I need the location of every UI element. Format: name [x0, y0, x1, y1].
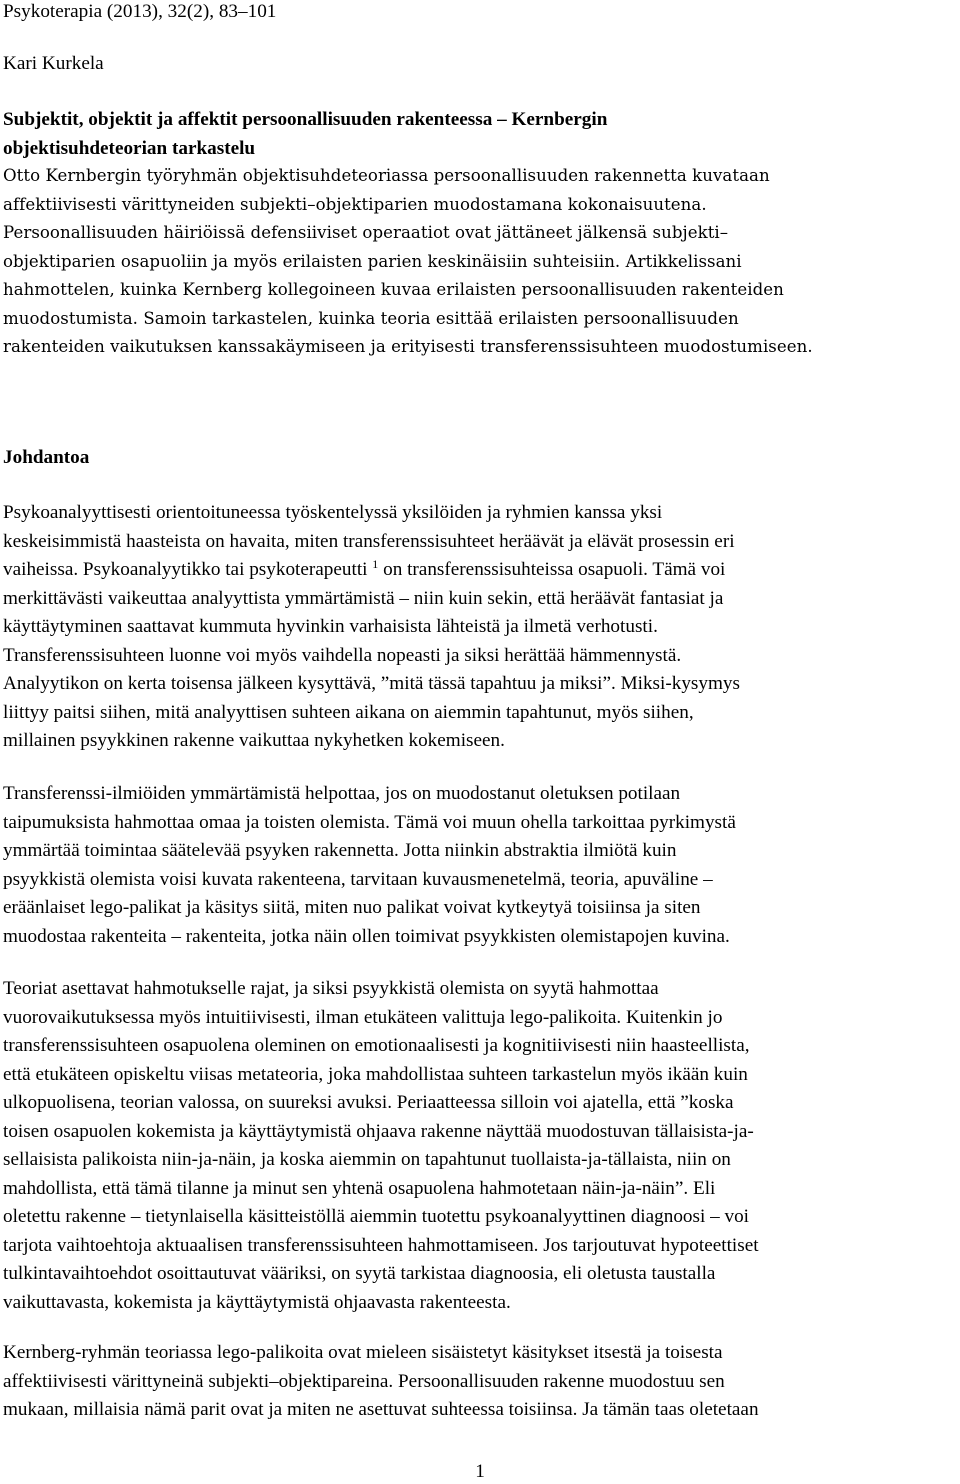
paragraph-3: [3, 975, 759, 1317]
paragraph-line: sellaisista palikoista niin-ja-näin, ja koska aiemmin on tapahtunut tuollaista-ja-tällaista, niin on: [3, 1149, 731, 1170]
paragraph-line: Transferenssi-ilmiöiden ymmärtämistä helpottaa, jos on muodostanut oletuksen potilaan: [3, 783, 681, 804]
paragraph-line: muodostaa rakenteita – rakenteita, jotka näin ollen toimivat psyykkisten olemistapojen kuvina.: [3, 925, 730, 947]
paragraph-line: Psykoanalyyttisesti orientoituneessa työskentelyssä yksilöiden ja ryhmien kanssa yksi: [3, 502, 663, 523]
paragraph-line: Teoriat asettavat hahmotukselle rajat, ja siksi psyykkistä olemista on syytä hahmottaa: [3, 978, 659, 999]
paragraph-line: oletettu rakenne – tietynlaisella käsitteistöllä aiemmin tuotettu psykoanalyyttinen diagnoosi – voi: [3, 1206, 750, 1227]
title-line: Subjektit, objektit ja affektit persoonallisuuden rakenteessa – Kernbergin: [3, 109, 608, 130]
paragraph-line: keskeisimmistä haasteista on havaita, miten transferenssisuhteet heräävät ja elävät prosessin eri: [3, 530, 735, 552]
paragraph-line: taipumuksista hahmottaa omaa ja toisten olemista. Tämä voi muun ohella tarkoittaa pyrkimystä: [3, 811, 736, 833]
paragraph-line: tulkintavaihtoehdot osoittautuvat vääriksi, on syytä tarkistaa diagnoosia, eli oletusta taustalla: [3, 1263, 716, 1284]
title-line: objektisuhdeteorian tarkastelu: [3, 137, 256, 159]
paragraph-line: millainen psyykkinen rakenne vaikuttaa nykyhetken kokemiseen.: [3, 730, 505, 751]
abstract-line: Otto Kernbergin työryhmän objektisuhdeteoriassa persoonallisuuden rakennetta kuvataan: [3, 166, 770, 185]
paragraph-line: psyykkistä olemista voisi kuvata rakenteena, tarvitaan kuvausmenetelmä, teoria, apuväline –: [3, 868, 713, 890]
text-segment: on transferenssisuhteissa osapuoli. Tämä voi: [378, 559, 726, 580]
article-title: [3, 106, 607, 163]
abstract-line: affektiivisesti värittyneiden subjekti–objektiparien muodostamana kokonaisuutena.: [3, 194, 707, 214]
paragraph-4: [3, 1339, 759, 1425]
paragraph-line: ulkopuolisena, teorian valossa, on suureksi avuksi. Periaatteessa silloin voi ajatella, että ”koska: [3, 1092, 734, 1113]
abstract: [3, 162, 813, 362]
paragraph-line: toisen osapuolen kokemista ja käyttäytymistä ohjaava rakenne näyttää muodostuvan tällaisista-ja-: [3, 1120, 754, 1142]
paragraph-line: affektiivisesti värittyneinä subjekti–objektipareina. Persoonallisuuden rakenne muodostuu sen: [3, 1370, 725, 1392]
abstract-line: hahmottelen, kuinka Kernberg kollegoineen kuvaa erilaisten persoonallisuuden rakenteiden: [3, 280, 784, 299]
author-name: Kari Kurkela: [3, 53, 104, 74]
abstract-line: rakenteiden vaikutuksen kanssakäymiseen ja erityisesti transferenssisuhteen muodostumiseen.: [3, 337, 813, 356]
paragraph-line: Transferenssisuhteen luonne voi myös vaihdella nopeasti ja siksi herättää hämmennystä.: [3, 644, 682, 666]
paragraph-2: [3, 780, 736, 951]
abstract-line: objektiparien osapuoliin ja myös erilaisten parien keskinäisiin suhteisiin. Artikkelissani: [3, 251, 742, 271]
page-number: 1: [475, 1461, 485, 1482]
paragraph-line: tarjota vaihtoehtoja aktuaalisen transferenssisuhteen hahmottamiseen. Jos tarjoutuvat hypoteettiset: [3, 1234, 759, 1256]
paragraph-line-with-footnote: [3, 556, 740, 585]
abstract-line: muodostumista. Samoin tarkastelen, kuinka teoria esittää erilaisten persoonallisuuden: [3, 308, 739, 328]
paragraph-line: Kernberg-ryhmän teoriassa lego-palikoita ovat mieleen sisäistetyt käsitykset itsestä ja toisesta: [3, 1342, 723, 1363]
paragraph-line: ymmärtää toimintaa säätelevää psyyken rakennetta. Jotta niinkin abstraktia ilmiötä kuin: [3, 840, 677, 861]
section-heading: Johdantoa: [3, 447, 90, 468]
paragraph-line: mukaan, millaisia nämä parit ovat ja miten ne asettuvat suhteessa toisiinsa. Ja tämän taas oletetaan: [3, 1399, 759, 1420]
paragraph-line: Analyytikon on kerta toisensa jälkeen kysyttävä, ”mitä tässä tapahtuu ja miksi”. Miksi-kysymys: [3, 673, 740, 694]
footnote-reference[interactable]: 1: [372, 557, 379, 571]
paragraph-line: merkittävästi vaikeuttaa analyyttista ymmärtämistä – niin kuin sekin, että heräävät fantasiat ja: [3, 587, 724, 609]
paragraph-line: mahdollista, että tämä tilanne ja minut sen yhtenä osapuolena hahmotetaan näin-ja-näin”. Eli: [3, 1177, 716, 1199]
text-segment: vaiheissa. Psykoanalyytikko tai psykoterapeutti: [3, 559, 368, 580]
paragraph-line: vaikuttavasta, kokemista ja käyttäytymistä ohjaavasta rakenteesta.: [3, 1291, 511, 1313]
paragraph-line: että etukäteen opiskeltu viisas metateoria, joka mahdollistaa suhteen tarkastelun myös ikään kuin: [3, 1063, 748, 1085]
abstract-line: Persoonallisuuden häiriöissä defensiiviset operaatiot ovat jättäneet jälkensä subjekti–: [3, 223, 729, 242]
paragraph-line: transferenssisuhteen osapuolena oleminen on emotionaalisesti ja kognitiivisesti niin haasteellista,: [3, 1035, 750, 1056]
paragraph-line: liittyy paitsi siihen, mitä analyyttisen suhteen aikana on aiemmin tapahtunut, myös siihen,: [3, 701, 694, 723]
journal-citation: Psykoterapia (2013), 32(2), 83–101: [3, 1, 277, 22]
paragraph-line: eräänlaiset lego-palikat ja käsitys siitä, miten nuo palikat voivat kytkeytyä toisiinsa ja siten: [3, 897, 701, 918]
paragraph-line: käyttäytyminen saattavat kummuta hyvinkin varhaisista lähteistä ja ilmetä verhotusti.: [3, 616, 658, 637]
paragraph-1: [3, 499, 740, 756]
paragraph-line: vuorovaikutuksessa myös intuitiivisesti, ilman etukäteen valittuja lego-palikoita. Kuitenkin jo: [3, 1006, 723, 1028]
